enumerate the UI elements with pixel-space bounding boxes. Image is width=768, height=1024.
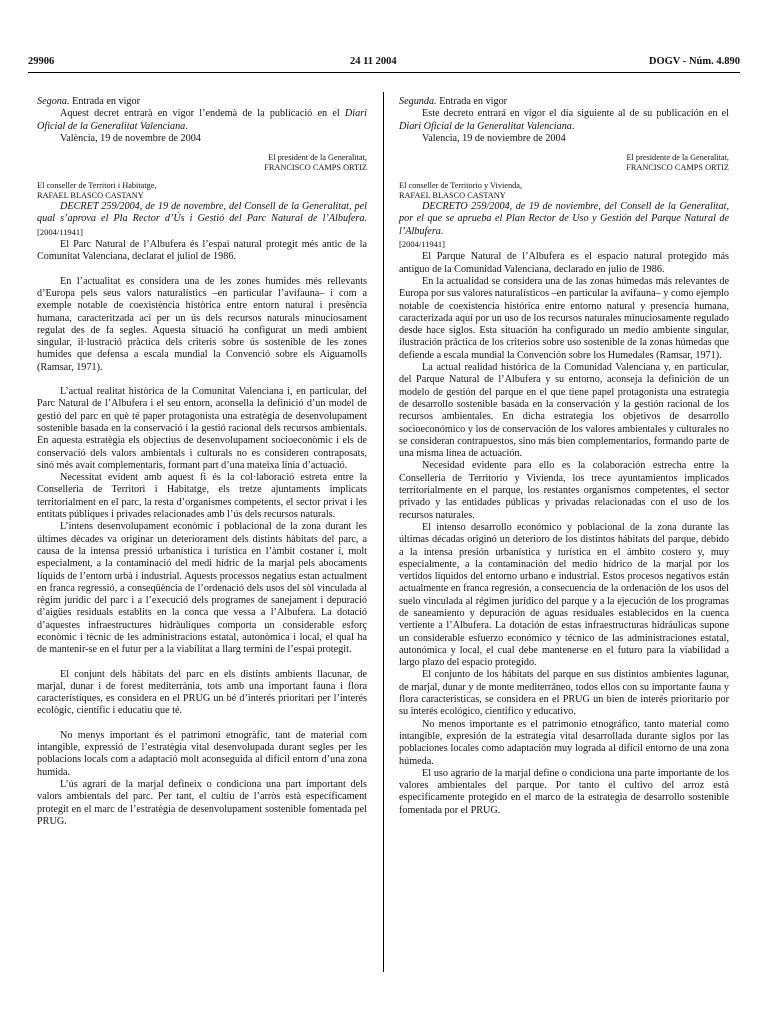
paragraph: No menos importante es el patrimonio etnográfico, tanto material como intangible, expresión de la estrategia vital desarrollada durante siglos por las poblaciones locales como adaptación muy lograda al difícil entorno de una zona húmeda.	[399, 718, 729, 767]
paragraph: L’ús agrari de la marjal defineix o condiciona una part important dels valors ambientals del parc. Per tant, el cultiu de l’arròs està específicament protegit en el marc de l’estratègia de desenvolupament sostenible fomentada pel PRUG.	[37, 778, 367, 827]
paragraph: El Parc Natural de l’Albufera és l’espai natural protegit més antic de la Comunitat Valenciana, declarat el juliol de 1986.	[37, 239, 367, 263]
paragraph: Necesidad evidente para ello es la colaboración estrecha entre la Conselleria de Territorio y Vivienda, los trece ayuntamientos implicados territorialmente en el parque, los restantes organismos competentes, el sector privado y las entidades públicas y privadas relacionadas con el uso de los recursos naturales.	[399, 460, 729, 521]
decree-title: DECRET 259/2004, de 19 de novembre, del Consell de la Generalitat, pel qual s’aprova el Pla Rector d’Ús i Gestió del Parc Natural de l’Albufera. [2004/11941]	[37, 201, 367, 237]
paragraph: En la actualidad se considera una de las zonas húmedas más relevantes de Europa por sus valores naturalísticos –en particular la avifauna– y como ejemplo notable de coexistencia histórica entre entorno natural y presencia humana, caracterizada aquí por un uso de los recursos naturales minuciosamente regulado desde hace siglos. Esta situación ha configurado un medio ambiente singular, ilustración práctica de los criterios sobre uso sostenible de la zonas húmedas que defiende a escala mundial la Convención sobre los Humedales (Ramsar, 1971).	[399, 275, 729, 361]
header-rule	[28, 72, 740, 73]
journal-issue: DOGV - Núm. 4.890	[648, 56, 740, 67]
paragraph: L’intens desenvolupament econòmic i poblacional de la zona durant les últimes dècades va originar un deteriorament dels distints hàbitats del parc, a causa de la intensa pressió urbanística i turística en l’àmbit costaner i, molt especialment, a la contaminació del medi hídric de la marjal pels abocaments líquids de l’entorn urbà i industrial. Aquests processos negatius estan actualment en franca regressió, a conseqüència de l’ordenació dels usos del sòl vinculada al règim jurídic del parc i a l’execució dels programes de sanejament i depuració d’aigües residuals establits en la conca que vessa a l’Albufera. La dotació d’aquestes infraestructures hidràuliques comporta un considerable esforç econòmic i tècnic de les administracions estatal, autonòmica i local, el qual ha de mantenir-se en el futur per a la viabilitat a llarg termini de l’espai protegit.	[37, 521, 367, 656]
president-signature: El presidente de la Generalitat, FRANCISCO CAMPS ORTIZ	[626, 153, 729, 173]
paragraph: El intenso desarrollo económico y poblacional de la zona durante las últimas décadas originó un deterioro de los distintos hábitats del parque, debido a la intensa presión urbanística y turística en el ámbito costero y, muy especialmente, a la contaminación del medio hídrico de la marjal por los vertidos líquidos del entorno urbano e industrial. Estos procesos negativos están actualmente en franca regresión, a consecuencia de la ordenación de los usos del suelo vinculada al régimen jurídico del parque y a la ejecución de los programas de saneamiento y depuración de aguas residuales establecidos en la cuenca vertiente a l’Albufera. La dotación de estas infraestructuras hidráulicas supone un considerable esfuerzo económico y técnico de las administraciones estatal, autonómica y local, el cual debe mantenerse en el futuro para la viabilidad a largo plazo del espacio protegido.	[399, 521, 729, 669]
article-text: Aquest decret entrarà en vigor l’endemà de la publicació en el Diari Oficial de la Generalitat Valenciana.	[37, 108, 367, 132]
decree-title: DECRETO 259/2004, de 19 de noviembre, del Consell de la Generalitat, por el que se aprueba el Plan Rector de Uso y Gestión del Parque Natural de l’Albufera. [2004/11941]	[399, 201, 729, 250]
page-number: 29906	[28, 56, 55, 67]
column-valencian	[37, 96, 367, 828]
article-text: Este decreto entrará en vigor el día siguiente al de su publicación en el Diari Oficial de la Generalitat Valenciana.	[399, 108, 729, 132]
paragraph: El Parque Natural de l’Albufera es el espacio natural protegido más antiguo de la Comunidad Valenciana, declarado en julio de 1986.	[399, 251, 729, 275]
paragraph: El conjunto de los hábitats del parque en sus distintos ambientes lagunar, de marjal, dunar y de monte mediterráneo, todos ellos con su importante fauna y flora características, se considera en el PRUG un bien de interés prioritario por su interés ecológico, científico y educativo.	[399, 669, 729, 718]
signing-date: València, 19 de novembre de 2004	[60, 132, 201, 144]
conseller-signature: El conseller de Territorio y Vivienda, RAFAEL BLASCO CASTANY	[399, 181, 523, 201]
column-spanish	[399, 96, 729, 817]
signing-date: Valencia, 19 de noviembre de 2004	[422, 132, 566, 144]
paragraph: No menys important és el patrimoni etnogràfic, tant de material com intangible, expressió de l’estratègia vital desenvolupada durant segles per les poblacions locals com a adaptació molt aconseguida al difícil entorn d’una zona humida.	[37, 729, 367, 778]
article-heading: Segona. Entrada en vigor	[37, 96, 140, 107]
conseller-signature: El conseller de Territori i Habitatge, RAFAEL BLASCO CASTANY	[37, 181, 157, 201]
paragraph: La actual realidad histórica de la Comunidad Valenciana y, en particular, del Parque Natural de l’Albufera y su entorno, aconseja la definición de un modelo de gestión del parque en el que tiene papel protagonista una estrategia de desarrollo sostenible basada en la conservación y la gestión racional de los recursos ambientales. En dicha estrategia los objetivos de desarrollo socioeconómico y los de conservación de los valores ambientales y culturales no se consideran contrapuestos, sino más bien complementarios, formando parte de una misma línea de actuación.	[399, 362, 729, 460]
president-signature: El president de la Generalitat, FRANCISCO CAMPS ORTIZ	[264, 153, 367, 173]
paragraph: En l’actualitat es considera una de les zones humides més rellevants d’Europa pels seus valors naturalístics –en particular l’avifauna– i com a exemple notable de coexistència històrica entre entorn natural i presència humana, caracteritzada ací per un ús dels recursos naturals minuciosament regulat des de fa segles. Aquesta situació ha configurat un medi ambient singular, il·lustració pràctica dels criteris sobre ús sostenible de les zones humides que defensa a escala mundial la Convenció sobre els Aiguamolls (Ramsar, 1971).	[37, 275, 367, 373]
column-divider	[383, 92, 384, 972]
paragraph: El uso agrario de la marjal define o condiciona una parte importante de los valores ambientales del parque. Por tanto el cultivo del arroz está específicamente protegido en el marco de la estrategia de desarrollo sostenible fomentada por el PRUG.	[399, 767, 729, 816]
issue-date: 24 11 2004	[350, 56, 397, 67]
paragraph: Necessitat evident amb aquest fi és la col·laboració estreta entre la Conselleria de Territori i Habitatge, els tretze ajuntaments implicats territorialment en el parc, la resta d’organismes competents, el sector privat i les entitats públiques i privades relacionades amb l’ús dels recursos naturals.	[37, 472, 367, 521]
paragraph: L’actual realitat històrica de la Comunitat Valenciana i, en particular, del Parc Natural de l’Albufera i el seu entorn, aconsella la definició d’un model de gestió del parc en què té paper protagonista una estratègia de desenvolupament sostenible basada en la conservació i la gestió racional dels recursos ambientals. En aquesta estratègia els objectius de desenvolupament socioeconòmic i els de conservació dels valors ambientals i culturals no es consideren contraposats, sinó més avait complementaris, formant part d’una mateixa línia d’actuació.	[37, 386, 367, 471]
article-heading: Segunda. Entrada en vigor	[399, 96, 508, 107]
page-header	[28, 56, 740, 70]
paragraph: El conjunt dels hàbitats del parc en els distints ambients llacunar, de marjal, dunar i de forest mediterrània, tots amb una important fauna i flora característiques, es considera en el PRUG un bé d’interés prioritari per l’interés ecològic, científic i educatiu que té.	[37, 668, 367, 717]
